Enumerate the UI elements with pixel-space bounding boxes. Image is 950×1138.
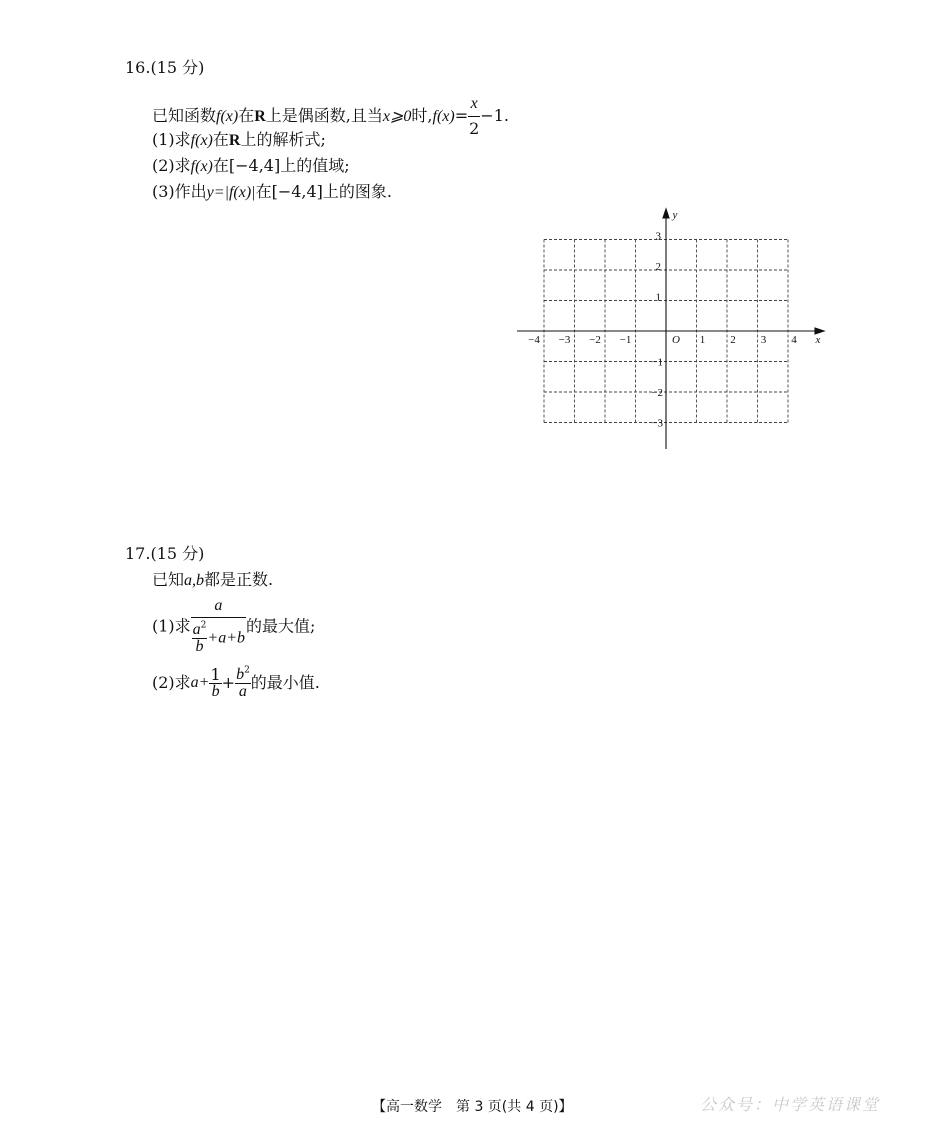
x-tick-label: 1 [699,334,706,346]
y-tick-label: 2 [655,261,661,273]
q17-header: 17.(15 分) [125,544,205,563]
q16-part3: (3)作出y=|f(x)|在[−4,4]上的图象. [152,182,393,201]
y-axis-arrow [663,209,669,218]
origin-label: O [672,334,680,346]
x-tick-label: −1 [619,334,632,346]
x-axis-label: x [815,334,821,346]
y-tick-label: 3 [655,230,661,243]
q17-part1: (1)求 a $\frac{a^2}{b}$ +a+b 的最大值; [152,597,316,655]
x-tick-label: 4 [791,334,797,346]
q16-stem: 已知函数f(x)在R上是偶函数,且当x⩾0时,f(x)= $\frac{x}{2}$ −1. [152,92,509,141]
x-tick-label: −3 [558,334,571,346]
y-tick-label: −2 [651,387,663,399]
x-tick-label: 3 [760,334,767,346]
x-tick-label: −2 [589,334,601,346]
page-footer: 【高一数学 第 3 页(共 4 页)】 [372,1099,573,1115]
q16-header: 16.(15 分) [125,58,205,77]
q17-stem: 已知a,b都是正数. [152,570,274,589]
q16-part1: (1)求f(x)在R上的解析式; [152,130,326,149]
y-tick-label: −3 [651,417,663,430]
y-tick-label: −1 [651,356,663,369]
x-tick-label: 2 [730,334,736,346]
fraction-1-over-b: $\frac{1}{b}$ [210,664,221,700]
q16-part2: (2)求f(x)在[−4,4]上的值域; [152,156,350,175]
fraction-x-over-2: $\frac{x}{2}$ [468,92,480,141]
watermark: 公众号：中学英语课堂 [700,1095,881,1114]
q17-part2: (2)求a+ $\frac{1}{b}$ + $\frac{b^2}{a}$ 的最小值. [152,664,320,700]
y-tick-label: 1 [655,291,661,304]
y-axis-label: y [672,209,678,221]
x-tick-label: −4 [528,334,540,346]
fraction-b2-over-a: $\frac{b^2}{a}$ [236,665,250,700]
coordinate-grid [515,205,835,455]
fraction-part1: a $\frac{a^2}{b}$ +a+b [192,597,245,655]
